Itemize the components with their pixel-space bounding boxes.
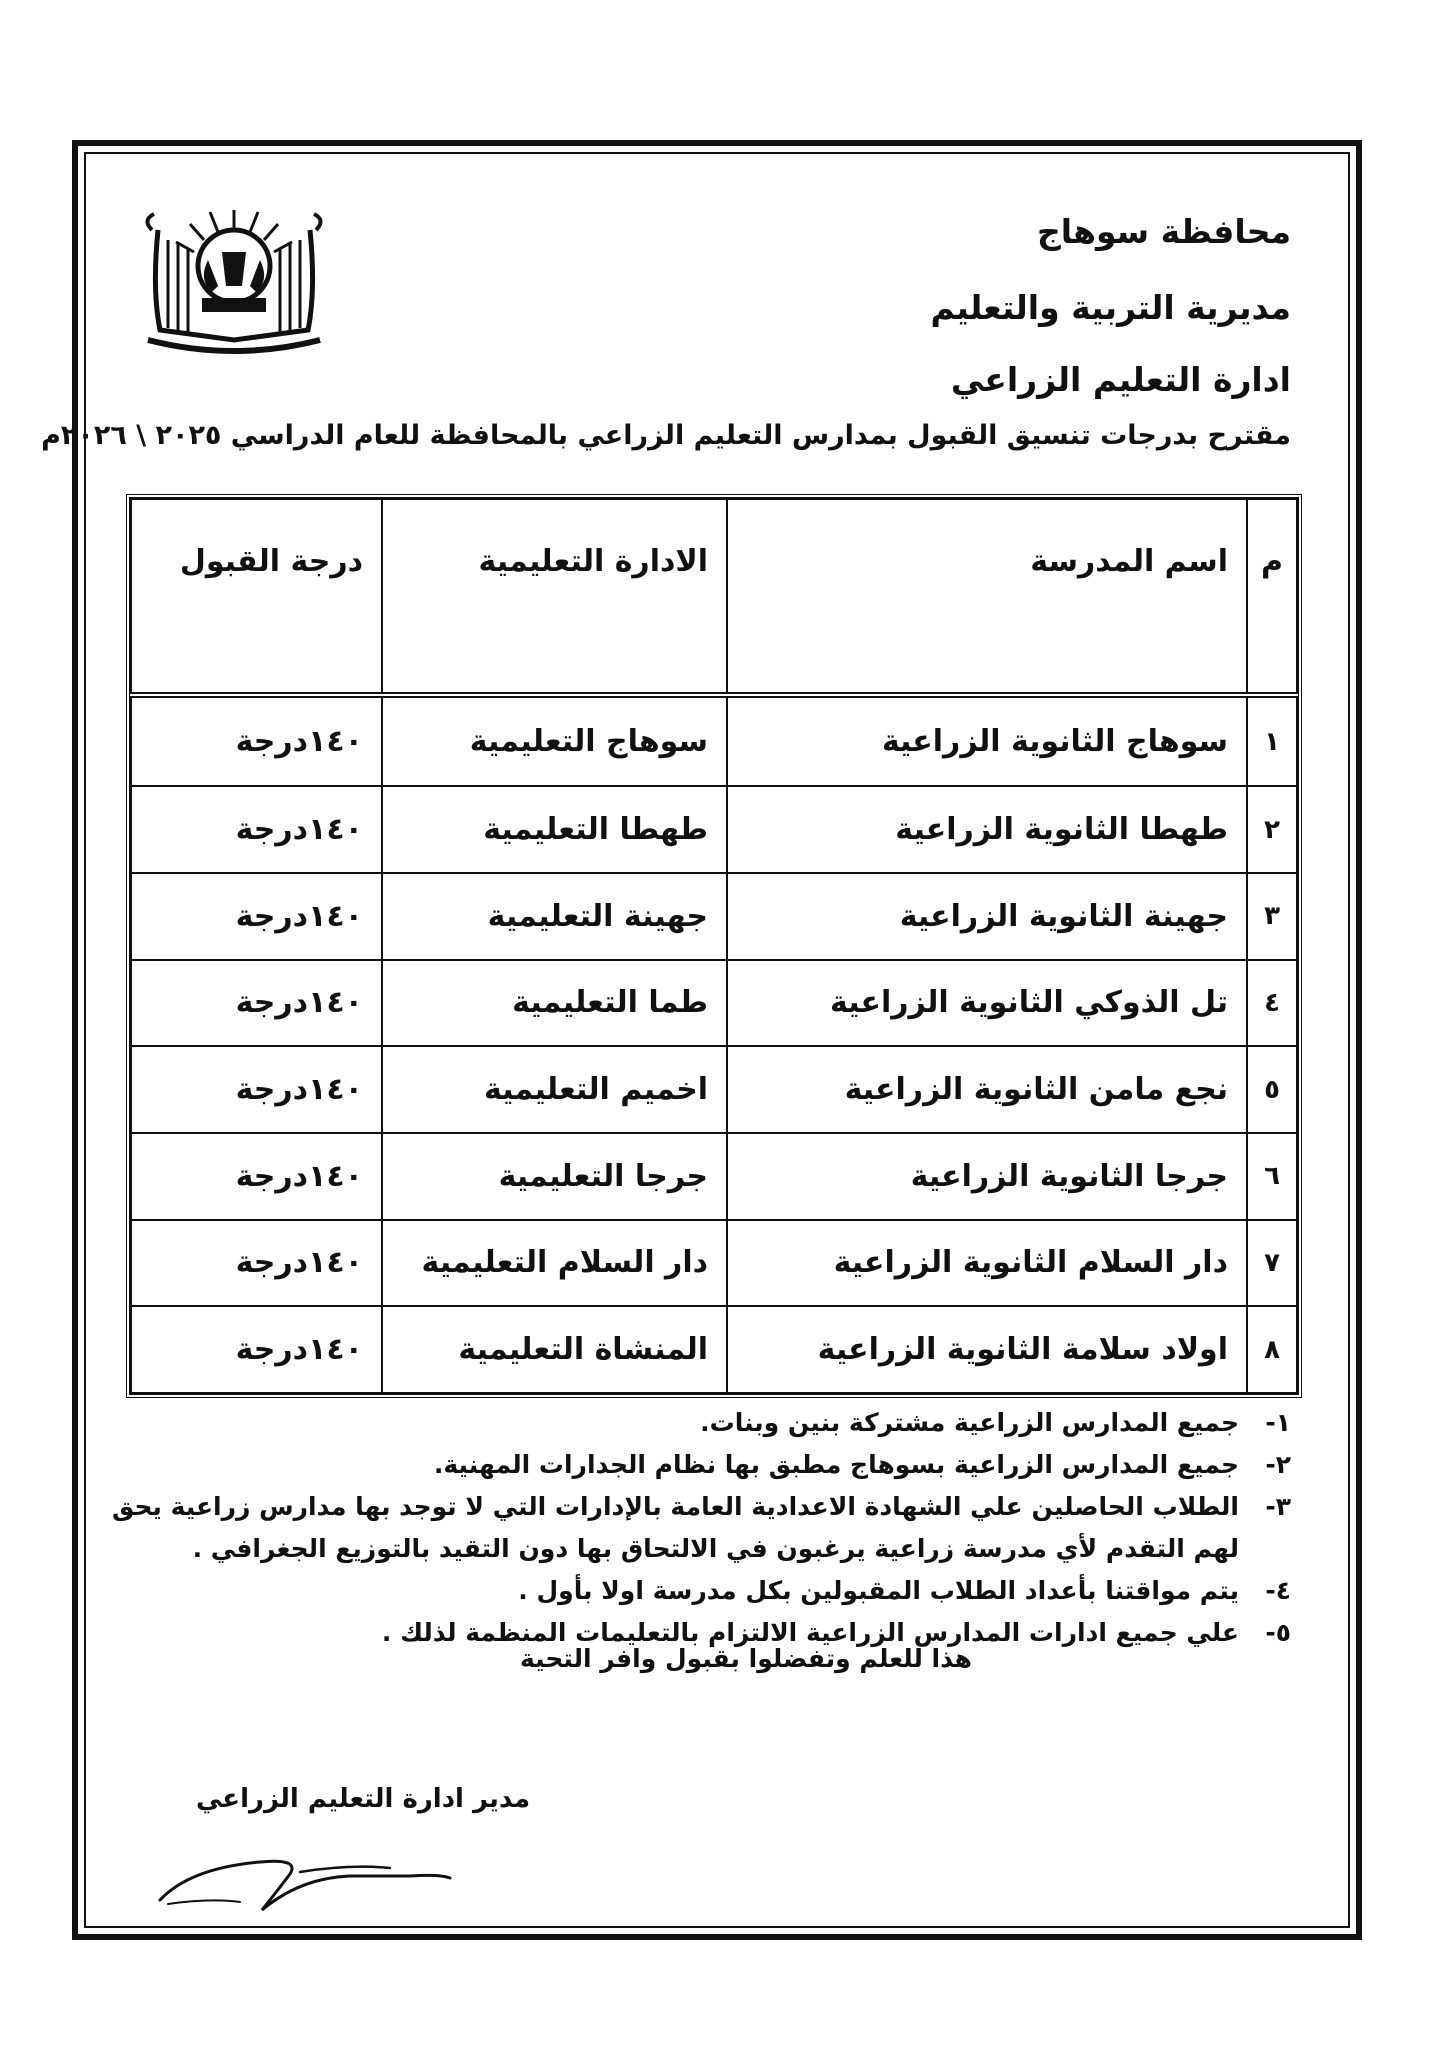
note-number: ٥- xyxy=(1265,1618,1291,1647)
row-school: طهطا الثانوية الزراعية xyxy=(727,786,1247,873)
row-grade: ١٤٠درجة xyxy=(131,960,382,1047)
note-number: ٤- xyxy=(1265,1576,1291,1605)
row-school: دار السلام الثانوية الزراعية xyxy=(727,1220,1247,1307)
header-school: اسم المدرسة xyxy=(727,499,1247,695)
list-item xyxy=(141,1402,1291,1444)
row-school: تل الذوكي الثانوية الزراعية xyxy=(727,960,1247,1047)
row-num: ٥ xyxy=(1247,1046,1297,1133)
row-grade: ١٤٠درجة xyxy=(131,786,382,873)
row-admin: جهينة التعليمية xyxy=(382,873,727,960)
note-text: يتم مواقتنا بأعداد الطلاب المقبولين بكل مدرسة اولا بأول . xyxy=(518,1576,1239,1605)
row-admin: سوهاج التعليمية xyxy=(382,695,727,786)
row-num: ٢ xyxy=(1247,786,1297,873)
note-number: ٢- xyxy=(1265,1450,1291,1479)
note-text: جميع المدارس الزراعية مشتركة بنين وبنات. xyxy=(700,1408,1239,1437)
note-text: الطلاب الحاصلين علي الشهادة الاعدادية العامة بالإدارات التي لا توجد بها مدارس زراعية يحق xyxy=(111,1492,1239,1521)
signer-title: مدير ادارة التعليم الزراعي xyxy=(196,1784,531,1814)
row-num: ٦ xyxy=(1247,1133,1297,1220)
list-item xyxy=(141,1444,1291,1486)
header-num: م xyxy=(1247,499,1297,695)
row-grade: ١٤٠درجة xyxy=(131,1133,382,1220)
row-grade: ١٤٠درجة xyxy=(131,1306,382,1393)
row-school: جهينة الثانوية الزراعية xyxy=(727,873,1247,960)
header-admin: الادارة التعليمية xyxy=(382,499,727,695)
administration-title: ادارة التعليم الزراعي xyxy=(950,360,1291,399)
row-school: اولاد سلامة الثانوية الزراعية xyxy=(727,1306,1247,1393)
row-num: ٣ xyxy=(1247,873,1297,960)
list-item xyxy=(141,1570,1291,1612)
table-row xyxy=(131,960,1297,1047)
note-text: جميع المدارس الزراعية بسوهاج مطبق بها نظام الجدارات المهنية. xyxy=(433,1450,1239,1479)
admission-grades-table xyxy=(126,494,1302,1398)
row-school: جرجا الثانوية الزراعية xyxy=(727,1133,1247,1220)
closing-line: هذا للعلم وتفضلوا بقبول وافر التحية xyxy=(520,1644,972,1673)
ministry-emblem-icon xyxy=(138,190,330,358)
list-item xyxy=(111,1486,1291,1570)
row-admin: جرجا التعليمية xyxy=(382,1133,727,1220)
table-header-row xyxy=(131,499,1297,695)
row-grade: ١٤٠درجة xyxy=(131,873,382,960)
table-row xyxy=(131,873,1297,960)
row-admin: طما التعليمية xyxy=(382,960,727,1047)
table-row xyxy=(131,786,1297,873)
row-num: ٨ xyxy=(1247,1306,1297,1393)
row-admin: دار السلام التعليمية xyxy=(382,1220,727,1307)
row-school: نجع مامن الثانوية الزراعية xyxy=(727,1046,1247,1133)
table-row xyxy=(131,1220,1297,1307)
note-text-continued: لهم التقدم لأي مدرسة زراعية يرغبون في الالتحاق بها دون التقيد بالتوزيع الجغرافي . xyxy=(192,1534,1239,1563)
note-number: ١- xyxy=(1265,1408,1291,1437)
governorate-title: محافظة سوهاج xyxy=(1036,212,1291,251)
row-admin: المنشاة التعليمية xyxy=(382,1306,727,1393)
directorate-title: مديرية التربية والتعليم xyxy=(930,288,1291,327)
row-grade: ١٤٠درجة xyxy=(131,1046,382,1133)
table-row xyxy=(131,1133,1297,1220)
row-school: سوهاج الثانوية الزراعية xyxy=(727,695,1247,786)
document-subject: مقترح بدرجات تنسيق القبول بمدارس التعليم الزراعي بالمحافظة للعام الدراسي ٢٠٢٥ \ ٢٠٢٦م xyxy=(41,420,1291,451)
row-admin: اخميم التعليمية xyxy=(382,1046,727,1133)
row-grade: ١٤٠درجة xyxy=(131,1220,382,1307)
row-num: ١ xyxy=(1247,695,1297,786)
row-admin: طهطا التعليمية xyxy=(382,786,727,873)
row-num: ٧ xyxy=(1247,1220,1297,1307)
row-num: ٤ xyxy=(1247,960,1297,1047)
notes-list xyxy=(111,1402,1291,1654)
header-grade: درجة القبول xyxy=(131,499,382,695)
table-row xyxy=(131,1046,1297,1133)
table-row xyxy=(131,695,1297,786)
note-number: ٣- xyxy=(1265,1492,1291,1521)
table-row xyxy=(131,1306,1297,1393)
row-grade: ١٤٠درجة xyxy=(131,695,382,786)
note-text: علي جميع ادارات المدارس الزراعية الالتزام بالتعليمات المنظمة لذلك . xyxy=(381,1618,1239,1647)
signature-icon xyxy=(150,1838,460,1918)
